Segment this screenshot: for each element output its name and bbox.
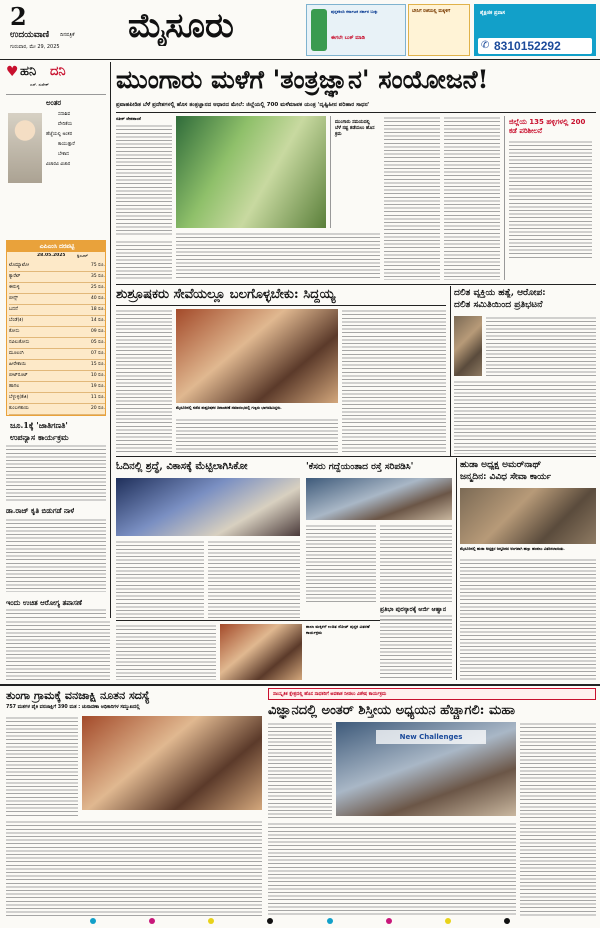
bottom-top-strip-text: ಸಾಂಸ್ಕೃತಿಕ ಕ್ಷೇತ್ರದಲ್ಲಿ ಹೊಸ ಸಾಧಕರಿಗೆ ಅವಕಾಶ ನೀಡಲು ವಿಶೇಷ ಕಾರ್ಯಕ್ರಮ (273, 692, 387, 697)
bottom-left-sub: 757 ಮತಗಳ ಪೈಕಿ ವನಜಾಕ್ಷಿಗೆ 390 ಮತ : ಚುನಾವಣಾ ಅಧಿಕಾರಿಗಳ ಸಮ್ಮುಖದಲ್ಲಿ (6, 705, 140, 710)
market-price: 75 ರೂ. (90, 263, 105, 268)
lead-col4-body (444, 116, 500, 280)
phone-icon: ✆ (481, 40, 490, 51)
market-item: ಕೋಸು (9, 329, 20, 334)
school-photo (220, 624, 302, 680)
poem-line-5: ಬೇಕಾದ (58, 152, 70, 157)
market-date: 28.05.2025 (37, 253, 66, 258)
bottom-top-strip (268, 688, 596, 700)
market-row (9, 261, 105, 272)
market-item: ಹಾಗಲ (9, 384, 20, 389)
left-story3-body (6, 608, 106, 618)
bottom-left-col2 (6, 820, 262, 916)
dalit-headline-2: ದಲಿತ ಸಮಿತಿಯಿಂದ ಪ್ರತಿಭಟನೆ (454, 300, 543, 310)
market-item: ಟೊಮ್ಯಾಟೋ (9, 263, 30, 268)
market-table (6, 240, 106, 416)
school-caption: ಶಾಲಾ ಮಕ್ಕಳಿಗೆ ಉಚಿತ ನೋಟ್ ಪುಸ್ತಕ ವಿತರಣೆ ಕಾರ್ಯಕ್ರಮ (306, 624, 370, 635)
poem-line-3: ಹೆಜ್ಜೆಯಲ್ಲಿ ಅಂತರ (46, 132, 73, 137)
brand-by: ಎಸ್. ಸುರೇಶ್ (30, 82, 49, 87)
education-photo (116, 478, 300, 536)
market-price: 11 ರೂ. (90, 395, 105, 400)
ad-tour-phone (478, 38, 592, 54)
heart-icon: ♥ (6, 64, 19, 80)
bottom-right-col2 (268, 822, 516, 916)
birthday-headline-2: ಜನ್ಮದಿನ: ವಿವಿಧ ಸೇವಾ ಕಾರ್ಯ (460, 472, 552, 482)
page-number: 2 (10, 2, 27, 31)
market-price: 14 ರೂ. (90, 318, 105, 323)
market-row (9, 305, 105, 316)
bottom-right-col1 (268, 722, 332, 818)
left-story2-head: ಡಾ.ರಾಜ್ ಕೃತಿ ಬಿಡುಗಡೆ ನಾಳೆ (6, 506, 75, 515)
lead-pull-quote-text: ಮುಂಗಾರು ಸಮಯದಲ್ಲಿ ಬೆಳೆ ನಷ್ಟ ತಡೆಯಲು ಹೊಸ ಕ್ರಮ (335, 120, 375, 137)
reg-mark-yellow (208, 918, 214, 924)
market-row (9, 272, 105, 283)
ad-children-text: ಬೇಸಿಗೆ ರಜೆಯಲ್ಲಿ ಮಕ್ಕಳಿಗೆ (412, 9, 451, 14)
bottom-right-headline: ವಿಜ್ಞಾನದಲ್ಲಿ ಅಂತರ್ ಶಿಸ್ತೀಯ ಅಧ್ಯಯನ ಹೆಚ್ಚಾಗಲಿ: ಮಹಾ (268, 703, 515, 718)
tribute-col3 (342, 309, 446, 453)
poem-illustration (8, 113, 42, 183)
lead-col1-body (116, 124, 172, 236)
tribute-photo (176, 309, 338, 403)
ad-children (408, 4, 470, 56)
market-row (9, 371, 105, 382)
market-price: 40 ರೂ. (90, 296, 105, 301)
lead-col1-lower (116, 240, 172, 280)
dalit-body-2 (454, 380, 596, 454)
market-item: ಕ್ಯಾರೆಟ್ (9, 274, 21, 279)
school-right-body (380, 614, 452, 680)
left-story2-body (6, 518, 106, 592)
market-price: 18 ರೂ. (90, 307, 105, 312)
lead-col3-body (384, 116, 440, 280)
market-rows (9, 261, 105, 415)
rain-photo (306, 478, 452, 520)
reg-mark-black (267, 918, 273, 924)
ad-tour-text: ಶೈಕ್ಷಣಿಕ ಪ್ರವಾಸ (480, 10, 506, 16)
masthead (0, 0, 600, 60)
bottom-left-photo (82, 716, 262, 810)
market-unit: ಕ್ವಿಂಟಲ್ (77, 253, 88, 258)
market-row (9, 294, 105, 305)
poem-line-4: ಕಾಯುತ್ತಾರೆ (58, 142, 75, 147)
left-story3-head: ಇಂದು ಉಚಿತ ಆರೋಗ್ಯ ತಪಾಸಣೆ (6, 598, 82, 607)
market-price: 20 ರೂ. (90, 406, 105, 411)
market-row (9, 382, 105, 393)
left-column-divider (110, 62, 111, 618)
poem-line-6: ವಿಚಾರವಿ ವಿಚಾರ (46, 162, 71, 167)
ad-bus (306, 4, 406, 56)
bottom-left-headline: ತುಂಗಾ ಗ್ರಾಮಕ್ಕೆ ವನಜಾಕ್ಷಿ ನೂತನ ಸದಸ್ಯೆ (6, 689, 150, 702)
poem-line-1: ಸದಾಶಿವ (58, 112, 71, 117)
reg-mark-cyan (90, 918, 96, 924)
market-item: ಹೀರೇಕಾಯಿ (9, 362, 27, 367)
rain-col2 (380, 524, 452, 604)
lead-side-box (504, 116, 596, 280)
tribute-col1 (116, 309, 172, 453)
mid-rule (116, 456, 596, 457)
city-title: ಮೈಸೂರು (128, 6, 234, 46)
rain-headline: 'ಕೆಸರು ಗದ್ದೆಯಂತಾದ ರಸ್ತೆ ಸರಿಪಡಿಸಿ' (306, 462, 414, 472)
ad-bus-sub: ಈಗಲೇ ಬುಕ್ ಮಾಡಿ (331, 35, 365, 41)
market-price: 10 ರೂ. (90, 373, 105, 378)
birthday-body (460, 558, 596, 680)
ad-bus-text: ಪುಸ್ತಕಕಿಂದಿ ಕರ್ನಾಟಕ ಸರ್ಕಾರ ಬುಕ್ಕು (331, 9, 378, 14)
market-price: 35 ರೂ. (90, 274, 105, 279)
birthday-caption: ಮೈಸೂರಿನಲ್ಲಿ ಹುಡಾ ಅಧ್ಯಕ್ಷರ ಜನ್ಮದಿನದ ಅಂಗವಾಗಿ ಹಣ್ಣು ಹಂಪಲು ವಿತರಿಸಲಾಯಿತು. (460, 546, 565, 551)
tribute-caption: ಮೈಸೂರಿನಲ್ಲಿ ನಡೆದ ಶುಶ್ರೂಷಕರ ದಿನಾಚರಣೆ ಸಮಾರಂಭದಲ್ಲಿ ಗಣ್ಯರು ಭಾಗವಹಿಸಿದ್ದರು. (176, 405, 282, 410)
brand-dani: ದನಿ (50, 64, 66, 79)
market-price: 25 ರೂ. (90, 285, 105, 290)
market-item: ಈರುಳ್ಳಿ (9, 285, 20, 290)
market-item: ಬೆಳ್ಳುಳ್ಳಿ(ಕೆಜಿ) (9, 395, 29, 400)
left-story1-sub: ಉಪನ್ಯಾಸ ಕಾರ್ಯಕ್ರಮ (10, 432, 69, 442)
market-item: ಕುಂಬಳಕಾಯಿ (9, 406, 29, 411)
tribute-rule (116, 305, 446, 306)
reg-mark-black (504, 918, 510, 924)
school-left-body (116, 624, 216, 680)
education-headline: ಓದಿನಲ್ಲಿ ಶ್ರದ್ಧೆ, ವಿಕಾಸಕ್ಕೆ ಮೆಟ್ಟಿಲಾಗಿಸಿಕೋ (116, 461, 248, 472)
market-item: ಬೆಂಡೆ(ಕಿ) (9, 318, 24, 323)
conference-banner: New Challenges (376, 730, 486, 744)
reg-mark-cyan (327, 918, 333, 924)
dalit-headline-1: ದಲಿತ ವ್ಯಕ್ತಿಯ ಹತ್ಯೆ, ಆರೋಪ: (454, 288, 546, 298)
market-item: ಬೀಟ್‌ರೂಟ್ (9, 373, 28, 378)
dalit-photo (454, 316, 482, 376)
birthday-headline-1: ಹುಡಾ ಅಧ್ಯಕ್ಷ ಅಮರ್‌ನಾಥ್ (460, 460, 542, 470)
tribute-col2 (176, 418, 338, 454)
lead-side-body (509, 140, 592, 260)
market-item: ನವಿಲುಕೋಸು (9, 340, 30, 345)
reg-mark-yellow (445, 918, 451, 924)
award-headline: ಪ್ರತಿಭಾ ಪುರಸ್ಕಾರಕ್ಕೆ ಅರ್ಜಿ ಆಹ್ವಾನ (380, 606, 447, 613)
reg-mark-magenta (386, 918, 392, 924)
market-title: ಎಪಿಎಂಸಿ ದರಪಟ್ಟಿ (7, 241, 106, 252)
market-price: 19 ರೂ. (90, 384, 105, 389)
market-price: 05 ರೂ. (90, 340, 105, 345)
market-row (9, 338, 105, 349)
birthday-photo (460, 488, 596, 544)
market-row (9, 404, 105, 415)
market-item: ಮೂಲಂಗಿ (9, 351, 24, 356)
lead-photo-field (176, 116, 326, 228)
market-row (9, 349, 105, 360)
poem-box (6, 94, 106, 200)
market-row (9, 327, 105, 338)
lead-headline: ಮುಂಗಾರು ಮಳೆಗೆ 'ತಂತ್ರಜ್ಞಾನ' ಸಂಯೋಜನೆ! (116, 65, 489, 94)
bottom-section-rule (0, 684, 600, 686)
date-line: ಗುರುವಾರ, ಮೇ 29, 2025 (10, 44, 60, 50)
left-column (6, 62, 106, 618)
poem-title: ಅಂತರ (46, 99, 62, 107)
market-row (9, 283, 105, 294)
left-story1-body (6, 444, 106, 502)
lead-byline: ಸತೀಶ್ ದೇಶಪಾಂಡೆ (116, 116, 141, 121)
lead-pull-quote (330, 116, 380, 228)
edition-label: ದಿನಪತ್ರಿಕೆ (60, 32, 75, 38)
birthday-divider (456, 458, 457, 680)
education-col1 (116, 540, 204, 618)
lead-bottom-rule (116, 284, 596, 285)
bottom-right-photo (336, 722, 516, 816)
lead-subhead: ಪ್ರವಾಹಪೀಡಿತ ಬೆಳೆ ಪ್ರದೇಶಗಳಲ್ಲಿ ಹೊಸ ತಂತ್ರಜ್ಞಾನದ ಆಧಾರದ ಮೇಲೆ: ಜಿಲ್ಲೆಯಲ್ಲಿ 700 ಮಳೆಮಾಪಕ ಯಂತ್ರ 'ದೃಷ್ಟಿಹೀನ ಪರಿಹಾರ ಸಾಧನ' (116, 102, 370, 108)
phone-graphic (311, 9, 327, 51)
market-item: ಬೀನ್ಸ್ (9, 296, 18, 301)
market-price: 15 ರೂ. (90, 362, 105, 367)
dalit-divider (450, 286, 451, 456)
market-row (9, 360, 105, 371)
education-col2 (208, 540, 300, 618)
brand-honi: ಹನಿ (20, 64, 37, 79)
lead-side-head: ಜಿಲ್ಲೆಯ 135 ಹಳ್ಳಿಗಳಲ್ಲಿ 200 ಕಡೆ ಪರಿಶೀಲನೆ (509, 118, 586, 135)
bottom-left-col1 (6, 716, 78, 816)
poem-line-2: ವೇದಿಕೆಯ (58, 122, 73, 127)
left-story1-head: ಜೂ.1ಕ್ಕೆ 'ಜಾತಿಗಣತಿ' (10, 420, 68, 430)
market-price: 07 ರೂ. (90, 351, 105, 356)
market-row (9, 316, 105, 327)
market-price: 09 ರೂ. (90, 329, 105, 334)
market-item: ಬದನೆ (9, 307, 18, 312)
lead-rule (116, 112, 596, 113)
color-registration-marks (90, 918, 510, 926)
left-bottom-body (6, 620, 110, 680)
rain-col1 (306, 524, 376, 604)
tribute-headline: ಶುಶ್ರೂಷಕರು ಸೇವೆಯಲ್ಲೂ ಬಲಗೊಳ್ಳಬೇಕು: ಸಿದ್ದಯ್ಯ (116, 287, 336, 302)
ad-tour-phone-number: 8310152292 (494, 39, 561, 53)
market-row (9, 393, 105, 404)
ad-tour (474, 4, 596, 56)
bottom-right-col3 (520, 722, 596, 916)
paper-name: ಉದಯವಾಣಿ (10, 30, 50, 40)
honi-dani-brand (6, 64, 106, 92)
reg-mark-magenta (149, 918, 155, 924)
lead-under-photo-body (176, 232, 380, 280)
dalit-body-1 (486, 316, 596, 376)
